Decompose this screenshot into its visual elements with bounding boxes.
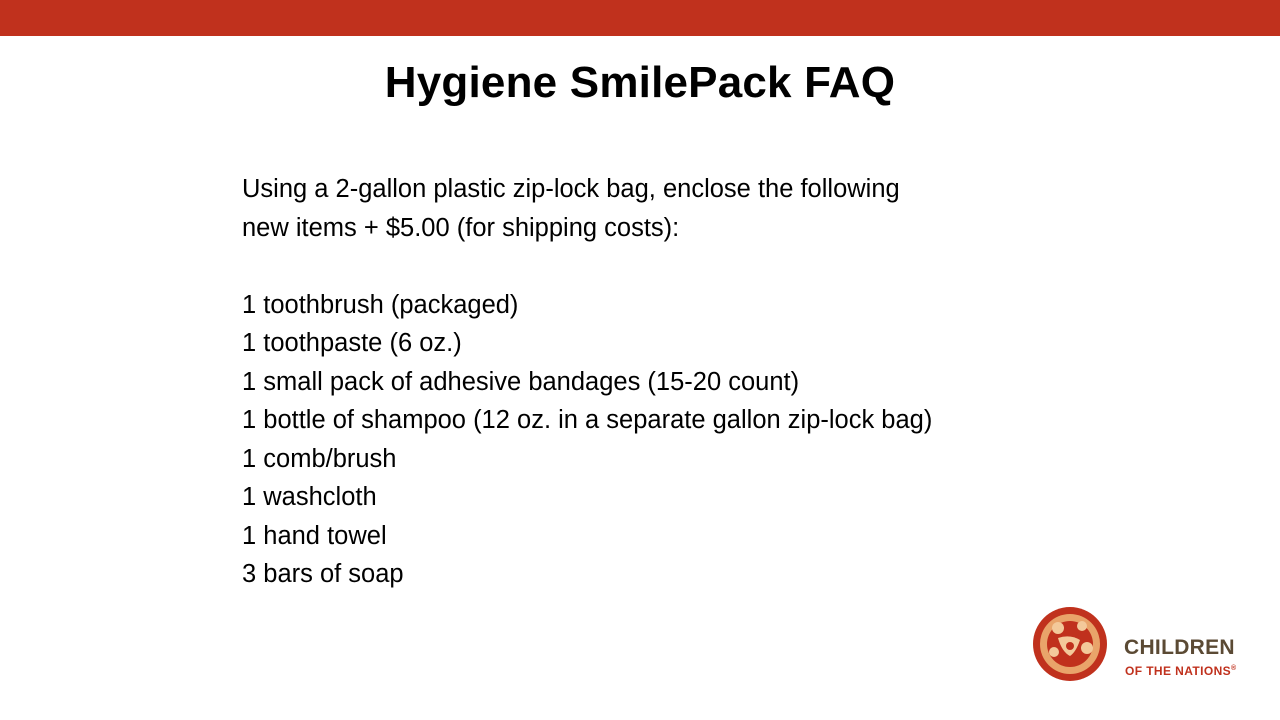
list-item: 1 hand towel: [242, 521, 387, 550]
list-item: 1 toothbrush (packaged): [242, 290, 519, 319]
list-item: 1 bottle of shampoo (12 oz. in a separate gallon zip-lock bag): [242, 406, 933, 434]
logo-text-children: CHILDREN: [1124, 636, 1235, 659]
slide-title: Hygiene SmilePack FAQ: [384, 58, 896, 107]
list-item: 1 comb/brush: [242, 444, 397, 473]
intro-line: new items + $5.00 (for shipping costs):: [242, 213, 680, 242]
paragraph-spacer: [242, 247, 1062, 286]
registered-mark: ®: [1231, 665, 1237, 672]
slide-body: [242, 170, 1062, 594]
top-accent-bar: [0, 0, 1280, 36]
children-of-the-nations-logo: [1030, 604, 1245, 688]
list-item: 1 toothpaste (6 oz.): [242, 329, 462, 357]
list-item: 1 small pack of adhesive bandages (15-20 count): [242, 367, 800, 396]
children-of-the-nations-emblem-icon: [1030, 604, 1110, 684]
list-item: 3 bars of soap: [242, 560, 404, 588]
logo-text-of-the-nations-label: OF THE NATIONS: [1125, 664, 1232, 678]
list-item: 1 washcloth: [242, 483, 377, 511]
intro-line: Using a 2-gallon plastic zip-lock bag, enclose the following: [242, 175, 900, 203]
logo-text-of-the-nations: [1125, 664, 1237, 678]
